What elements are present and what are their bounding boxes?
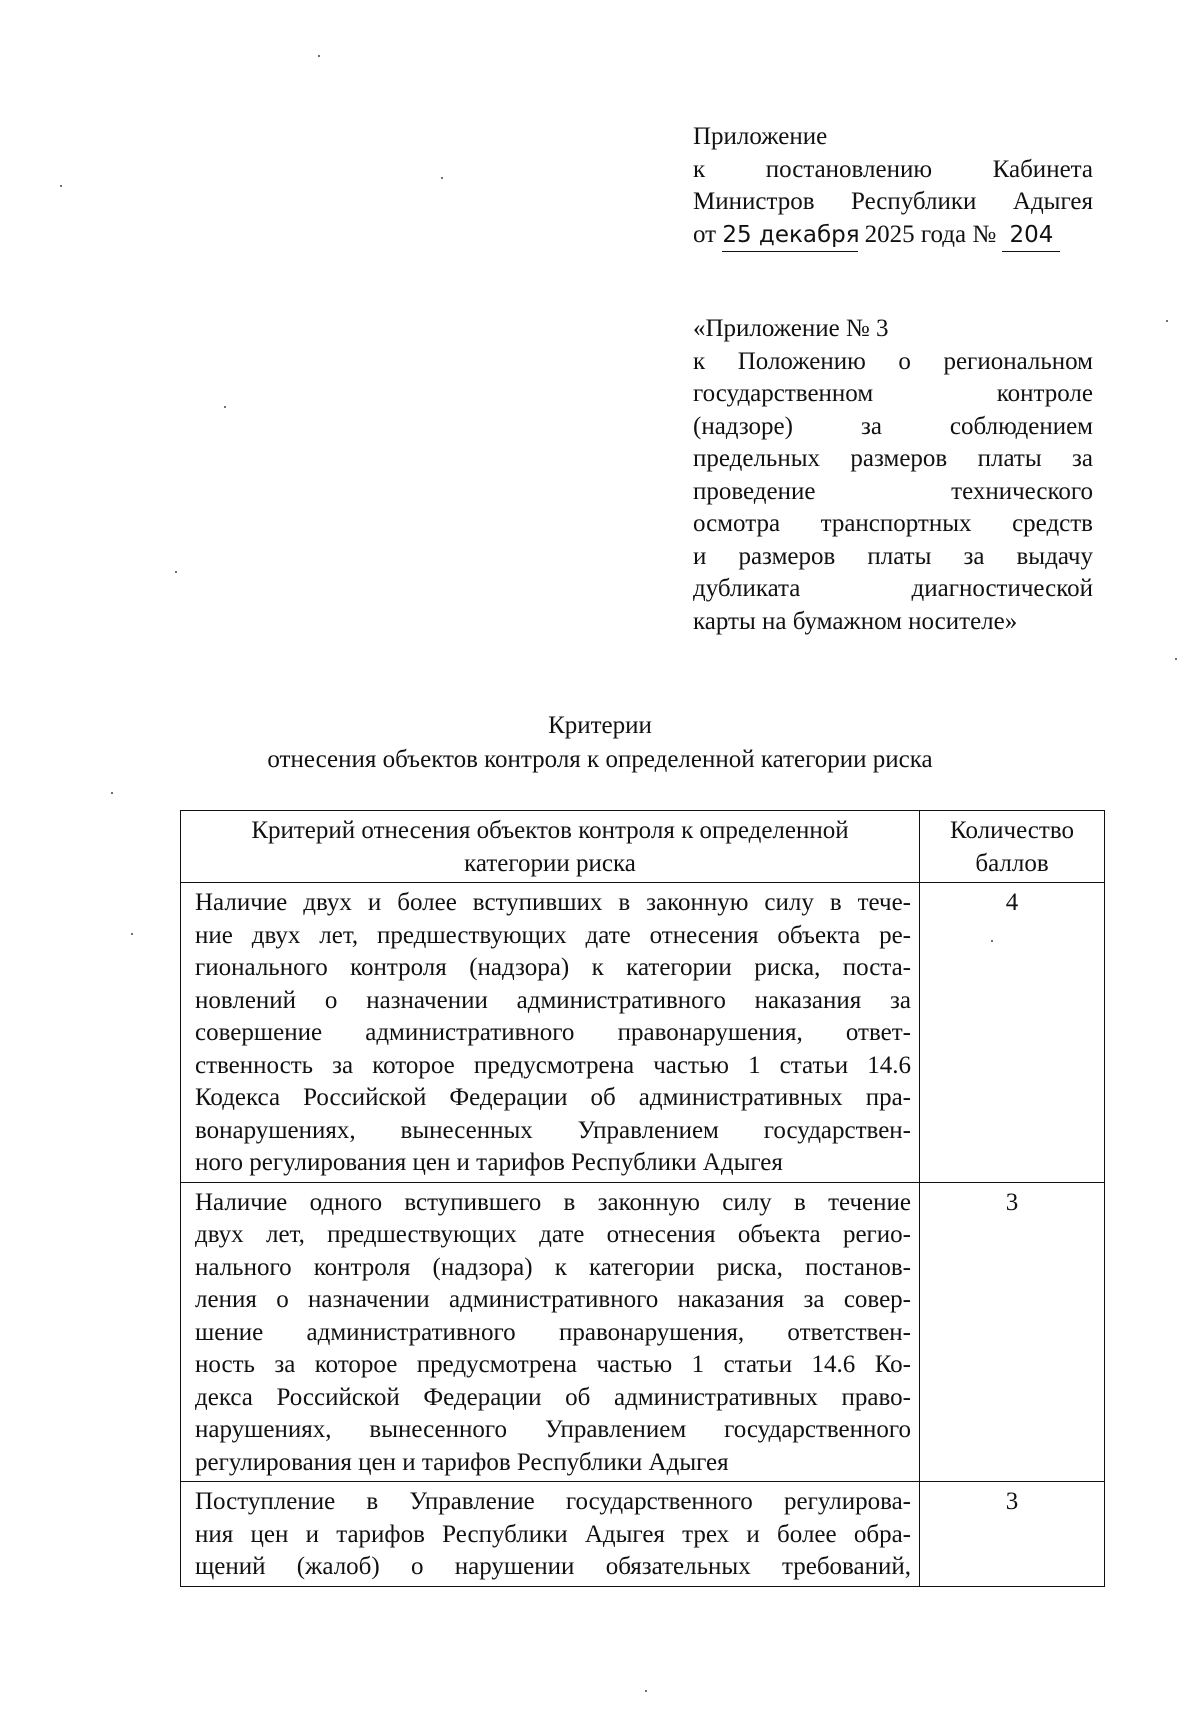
date-value: 25 декабря	[722, 221, 860, 248]
criterion-line: ность за которое предусмотрена частью 1 статьи 14.6 Ко-	[195, 1351, 911, 1378]
annex-line: предельных размеров платы за	[693, 445, 1093, 472]
scan-speck	[318, 55, 320, 57]
criterion-line: декса Российской Федерации об административных право-	[195, 1383, 911, 1411]
scan-speck	[131, 933, 133, 935]
scan-speck	[1175, 658, 1177, 660]
scan-speck	[1166, 320, 1168, 322]
scan-speck	[441, 177, 443, 179]
points-header-line-2: баллов	[975, 849, 1049, 877]
points-cell: 3	[920, 1182, 1105, 1482]
criterion-line: Наличие двух и более вступивших в законную силу в тече-	[195, 889, 911, 916]
annex-line: проведение технического	[693, 477, 1093, 505]
criterion-line: новлений о назначении административного наказания за	[195, 986, 911, 1014]
criterion-line: совершение административного правонарушения, ответ-	[195, 1019, 911, 1046]
criteria-table	[180, 810, 1105, 1587]
annex-line: дубликата диагностической	[693, 575, 1093, 602]
annex-line: к Положению о региональном	[693, 347, 1093, 375]
attachment-title: Приложение	[693, 123, 828, 150]
criterion-header-line-1: Критерий отнесения объектов контроля к определенной	[251, 817, 849, 844]
annex-line: карты на бумажном носителе»	[693, 607, 1018, 635]
annex-line: (надзоре) за соблюдением	[693, 412, 1093, 440]
points-column-header	[920, 811, 1105, 883]
annex-line: и размеров платы за выдачу	[693, 542, 1093, 570]
title-line-2: отнесения объектов контроля к определенной категории риска	[267, 746, 933, 773]
annex-line: осмотра транспортных средств	[693, 510, 1093, 537]
attachment-line-3: Министров Республики Адыгея	[693, 188, 1093, 215]
scan-speck	[224, 406, 226, 408]
scan-speck	[645, 1690, 647, 1692]
title-line-1: Критерии	[548, 712, 652, 739]
points-cell: 3	[920, 1482, 1105, 1587]
number-field	[1002, 219, 1060, 253]
date-prefix: от	[693, 220, 717, 248]
criterion-line: шение административного правонарушения, ответствен-	[195, 1318, 911, 1346]
table-header-row	[181, 811, 1105, 883]
scan-speck	[991, 940, 993, 942]
criterion-line: гионального контроля (надзора) к категории риска, поста-	[195, 954, 911, 981]
year-text: 2025 года №	[864, 220, 997, 248]
criterion-line: вонарушениях, вынесенных Управлением государствен-	[195, 1116, 911, 1144]
points-header-line-1: Количество	[950, 817, 1074, 844]
criterion-line: Кодекса Российской Федерации об административных пра-	[195, 1084, 911, 1111]
criterion-line: ного регулирования цен и тарифов Республики Адыгея	[195, 1149, 783, 1176]
table-row	[181, 883, 1105, 1183]
criterion-cell	[181, 1482, 920, 1587]
table-row	[181, 1482, 1105, 1587]
criterion-header-line-2: категории риска	[464, 849, 636, 877]
scan-speck	[175, 571, 177, 573]
criterion-cell	[181, 883, 920, 1183]
date-field	[722, 219, 858, 253]
annex-block	[693, 313, 1093, 638]
table-row	[181, 1182, 1105, 1482]
attachment-block	[693, 121, 1093, 252]
criterion-line: ственность за которое предусмотрена частью 1 статьи 14.6	[195, 1051, 911, 1079]
number-value: 204	[1009, 221, 1054, 248]
annex-line: «Приложение № 3	[693, 315, 889, 342]
points-cell: 4	[920, 883, 1105, 1183]
criterion-cell	[181, 1182, 920, 1482]
criterion-line: ления о назначении административного наказания за совер-	[195, 1286, 911, 1313]
criterion-line: ния цен и тарифов Республики Адыгея трех и более обра-	[195, 1520, 911, 1548]
criterion-line: щений (жалоб) о нарушении обязательных требований,	[195, 1553, 911, 1580]
attachment-date-line	[693, 219, 1093, 253]
scan-speck	[111, 792, 113, 794]
criterion-line: Поступление в Управление государственного регулирова-	[195, 1488, 911, 1515]
criterion-line: регулирования цен и тарифов Республики Адыгея	[195, 1448, 729, 1476]
criterion-line: двух лет, предшествующих дате отнесения объекта регио-	[195, 1221, 911, 1248]
document-title	[180, 709, 1020, 777]
criterion-line: нального контроля (надзора) к категории риска, постанов-	[195, 1253, 911, 1281]
scan-speck	[60, 185, 62, 187]
criterion-line: нарушениях, вынесенного Управлением государственного	[195, 1416, 911, 1443]
criterion-column-header	[181, 811, 920, 883]
annex-line: государственном контроле	[693, 380, 1093, 407]
criterion-line: Наличие одного вступившего в законную силу в течение	[195, 1188, 911, 1216]
attachment-line-2: к постановлению Кабинета	[693, 155, 1093, 183]
criterion-line: ние двух лет, предшествующих дате отнесения объекта ре-	[195, 921, 911, 949]
